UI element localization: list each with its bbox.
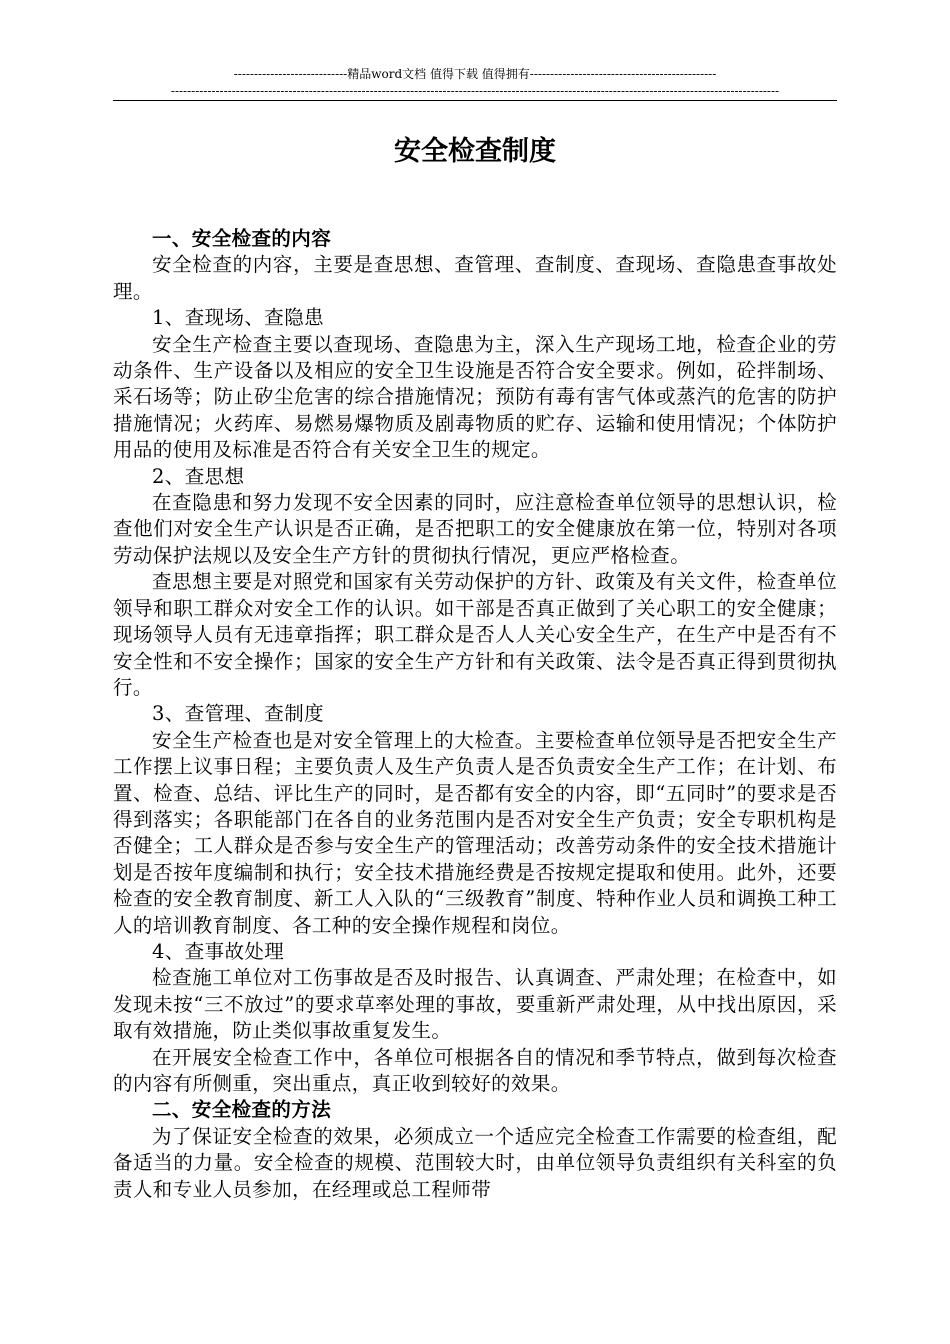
section-heading: 二、安全检查的方法 xyxy=(152,1098,332,1122)
paragraph: 在查隐患和努力发现不安全因素的同时，应注意检查单位领导的思想认识，检查他们对安全生产认识是否正确，是否把职工的安全健康放在第一位，特别对各项劳动保护法规以及安全生产方针的贯彻执行情况，更应严格检查。 xyxy=(113,491,837,567)
paragraph: 安全生产检查也是对安全管理上的大检查。主要检查单位领导是否把安全生产工作摆上议事日程；主要负责人及生产负责人是否负责安全生产工作；在计划、布置、检查、总结、评比生产的同时，是否都有安全的内容，即“五同时”的要求是否得到落实；各职能部门在各自的业务范围内是否对安全生产负责；安全专职机构是否健全；工人群众是否参与安全生产的管理活动；改善劳动条件的安全技术措施计划是否按年度编制和执行；安全技术措施经费是否按规定提取和使用。此外，还要检查的安全教育制度、新工人入队的“三级教育”制度、特种作业人员和调换工种工人的培训教育制度、各工种的安全操作规程和岗位。 xyxy=(113,728,837,937)
paragraph: 在开展安全检查工作中，各单位可根据各自的情况和季节特点，做到每次检查的内容有所侧重，突出重点，真正收到较好的效果。 xyxy=(113,1045,837,1095)
paragraph: 检查施工单位对工伤事故是否及时报告、认真调查、严肃处理；在检查中，如发现未按“三不放过”的要求草率处理的事故，要重新严肃处理，从中找出原因，采取有效措施，防止类似事故重复发生。 xyxy=(113,966,837,1043)
page-header-text: ----------------------------精品word文档 值得下载 值得拥有---------------------------------------------- xyxy=(233,67,717,81)
paragraph: 4、查事故处理 xyxy=(152,939,285,963)
document-body xyxy=(113,226,837,1203)
paragraph: 1、查现场、查隐患 xyxy=(152,306,325,330)
page-header-dashes: ------------------------------------------------------------------------------------------------------------------------------------------------------ xyxy=(170,84,780,98)
header-divider xyxy=(113,100,837,101)
paragraph: 3、查管理、查制度 xyxy=(152,702,325,726)
paragraph: 安全生产检查主要以查现场、查隐患为主，深入生产现场工地，检查企业的劳动条件、生产设备以及相应的安全卫生设施是否符合安全要求。例如，砼拌制场、采石场等；防止矽尘危害的综合措施情况；预防有毒有害气体或蒸汽的危害的防护措施情况；火药库、易燃易爆物质及剧毒物质的贮存、运输和使用情况；个体防护用品的使用及标准是否符合有关安全卫生的规定。 xyxy=(113,332,837,462)
paragraph: 安全检查的内容，主要是查思想、查管理、查制度、查现场、查隐患查事故处理。 xyxy=(113,253,837,303)
paragraph: 查思想主要是对照党和国家有关劳动保护的方针、政策及有关文件，检查单位领导和职工群众对安全工作的认识。如干部是否真正做到了关心职工的安全健康；现场领导人员有无违章指挥；职工群众是否人人关心安全生产，在生产中是否有不安全性和不安全操作；国家的安全生产方针和有关政策、法令是否真正得到贯彻执行。 xyxy=(113,570,837,699)
document-title: 安全检查制度 xyxy=(394,136,556,167)
paragraph: 为了保证安全检查的效果，必须成立一个适应完全检查工作需要的检查组，配备适当的力量。安全检查的规模、范围较大时，由单位领导负责组织有关科室的负责人和专业人员参加，在经理或总工程师带 xyxy=(113,1124,837,1201)
section-heading: 一、安全检查的内容 xyxy=(152,227,332,250)
paragraph: 2、查思想 xyxy=(152,464,245,488)
